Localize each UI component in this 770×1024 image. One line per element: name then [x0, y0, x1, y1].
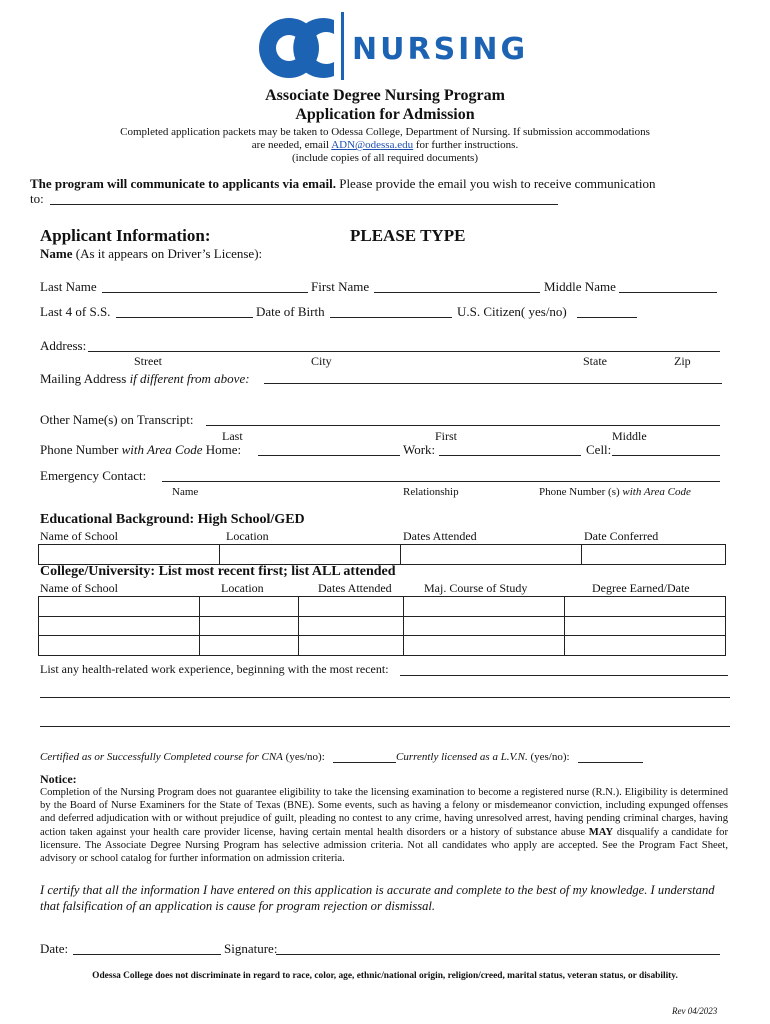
- col-col-major: Maj. Course of Study: [424, 581, 528, 595]
- other-names-input[interactable]: [208, 412, 718, 426]
- college-cell-input[interactable]: [200, 597, 302, 615]
- address-input[interactable]: [90, 338, 718, 352]
- email-to-label: to:: [30, 191, 44, 206]
- college-heading: College/University: List most recent first; list ALL attended: [40, 564, 396, 579]
- other-middle-sublabel: Middle: [612, 429, 647, 443]
- college-table: [38, 596, 726, 656]
- table-row: [39, 636, 726, 656]
- first-name-input[interactable]: [376, 279, 538, 293]
- notice-heading: Notice:: [40, 772, 77, 786]
- notice-may: MAY: [588, 826, 614, 838]
- college-cell-input[interactable]: [39, 617, 203, 635]
- hs-location-input[interactable]: [220, 545, 404, 564]
- please-type-heading: PLEASE TYPE: [350, 226, 466, 245]
- other-last-sublabel: Last: [222, 429, 243, 443]
- em-phone-sublabel: [539, 486, 691, 498]
- mailing-address-label: [40, 371, 250, 387]
- em-phone-pre: Phone Number (s): [539, 486, 623, 498]
- hs-col-location: Location: [226, 529, 269, 543]
- experience-input-1[interactable]: [402, 662, 726, 676]
- name-note: (As it appears on Driver’s License):: [72, 246, 263, 261]
- lvn-label-italic: Currently licensed as a L.V.N.: [396, 751, 528, 763]
- email-notice: [30, 176, 730, 192]
- revision-date: Rev 04/2023: [672, 1006, 718, 1016]
- mailing-pre: Mailing Address: [40, 371, 130, 386]
- last-name-label: Last Name: [40, 279, 97, 294]
- state-sublabel: State: [583, 354, 607, 368]
- dob-input[interactable]: [332, 304, 450, 318]
- date-input[interactable]: [75, 941, 219, 955]
- emergency-contact-label: Emergency Contact:: [40, 468, 147, 483]
- ssn-last4-label: Last 4 of S.S.: [40, 304, 111, 319]
- hs-name-input[interactable]: [39, 545, 223, 564]
- email-input[interactable]: [52, 191, 556, 205]
- city-sublabel: City: [311, 354, 332, 368]
- zip-sublabel: Zip: [674, 354, 691, 368]
- citizen-label: U.S. Citizen( yes/no): [457, 304, 567, 319]
- nondiscrimination-statement: Odessa College does not discriminate in regard to race, color, age, ethnic/national origin, religion/creed, marital status, veteran status, or disability.: [92, 971, 678, 981]
- email-notice-rest: Please provide the email you wish to receive communication: [335, 176, 656, 191]
- phone-italic: with Area Code: [121, 442, 203, 457]
- form-title: Associate Degree Nursing Program: [265, 87, 505, 104]
- notice-paragraph: [40, 786, 728, 865]
- other-first-sublabel: First: [435, 429, 458, 443]
- college-cell-input[interactable]: [200, 617, 302, 635]
- intro-line-2: [0, 139, 770, 151]
- table-row: [39, 545, 726, 565]
- phone-pre: Phone Number: [40, 442, 122, 457]
- experience-label: List any health-related work experience, beginning with the most recent:: [40, 662, 389, 676]
- college-cell-input[interactable]: [565, 617, 729, 635]
- hs-col-name: Name of School: [40, 529, 118, 543]
- last-name-input[interactable]: [104, 279, 306, 293]
- college-cell-input[interactable]: [565, 597, 729, 615]
- em-phone-italic: with Area Code: [622, 486, 691, 498]
- hs-col-conferred: Date Conferred: [584, 529, 659, 543]
- intro-line-3: (include copies of all required documents): [291, 152, 479, 164]
- adn-email-link[interactable]: ADN@odessa.edu: [331, 139, 414, 151]
- college-cell-input[interactable]: [39, 597, 203, 615]
- hs-heading: Educational Background: High School/GED: [40, 512, 305, 527]
- phone-work-input[interactable]: [441, 442, 579, 456]
- cna-label-italic: Certified as or Successfully Completed course for CNA: [40, 751, 283, 763]
- emergency-contact-input[interactable]: [164, 468, 718, 482]
- intro-line-1: Completed application packets may be taken to Odessa College, Department of Nursing. If submission accommodations: [120, 126, 650, 138]
- mailing-italic: if different from above:: [129, 371, 250, 386]
- college-cell-input[interactable]: [299, 597, 407, 615]
- table-row: [39, 616, 726, 636]
- phone-home-input[interactable]: [260, 442, 398, 456]
- em-name-sublabel: Name: [172, 486, 199, 498]
- name-instruction: [40, 246, 262, 262]
- name-label: Name: [40, 246, 73, 261]
- lvn-yn: (yes/no):: [527, 751, 570, 763]
- experience-input-3[interactable]: [42, 713, 728, 727]
- college-cell-input[interactable]: [404, 617, 568, 635]
- logo-nursing-text: NURSING: [352, 32, 529, 67]
- notice-text-2: disqualify a candidate for licensure. The Associate Degree Nursing Program has selective admission criteria. Not all candidates who apply are accepted. See the Program Fact Sheet, advisory or school catalog for further information on admission criteria.: [40, 826, 728, 865]
- cna-yn: (yes/no):: [282, 751, 325, 763]
- certification-statement: I certify that all the information I have entered on this application is accurate and complete to the best of my knowledge. I understand that falsification of an application is cause for program rejection or dismissal.: [40, 883, 715, 913]
- dob-label: Date of Birth: [256, 304, 325, 319]
- intro-line-2-pre: are needed, email: [251, 139, 332, 151]
- first-name-label: First Name: [311, 279, 370, 294]
- phone-cell-input[interactable]: [614, 442, 718, 456]
- phone-cell-label: Cell:: [586, 442, 612, 457]
- street-sublabel: Street: [134, 354, 162, 368]
- ssn-last4-input[interactable]: [118, 304, 251, 318]
- phone-work-label: Work:: [403, 442, 436, 457]
- college-cell-input[interactable]: [404, 597, 568, 615]
- middle-name-label: Middle Name: [544, 279, 616, 294]
- notice-text-1: Completion of the Nursing Program does not guarantee eligibility to take the licensing examination to become a registered nurse (R.N.). Eligibility is determined by the Board of Nurse Examiners for the State of Texas (BNE). Some events, such as having a felony or misdemeanor conviction, including expunged offenses and deferred adjudication with or without prejudice of guilt, pleading no contest to any crime, having unresolved arrest, having pending criminal charges, having action taken against your health care provider license, having certain mental health disorders or a history of substance abuse: [40, 787, 728, 838]
- experience-input-2[interactable]: [42, 684, 728, 698]
- college-cell-input[interactable]: [565, 636, 729, 654]
- signature-label: Signature:: [224, 941, 278, 956]
- email-notice-bold: The program will communicate to applicants via email.: [30, 176, 336, 191]
- college-cell-input[interactable]: [299, 636, 407, 654]
- hs-col-dates: Dates Attended: [403, 529, 477, 543]
- hs-conferred-input[interactable]: [582, 545, 729, 564]
- college-cell-input[interactable]: [299, 617, 407, 635]
- col-col-degree: Degree Earned/Date: [592, 581, 690, 595]
- address-label: Address:: [40, 338, 87, 353]
- college-cell-input[interactable]: [39, 636, 203, 654]
- middle-name-input[interactable]: [621, 279, 715, 293]
- odessa-college-nursing-logo: [256, 10, 529, 82]
- form-subtitle: Application for Admission: [295, 106, 475, 123]
- col-col-location: Location: [221, 581, 264, 595]
- signature-input[interactable]: [278, 941, 718, 955]
- applicant-info-heading: Applicant Information:: [40, 226, 211, 245]
- college-cell-input[interactable]: [404, 636, 568, 654]
- college-cell-input[interactable]: [200, 636, 302, 654]
- lvn-label: [396, 751, 570, 763]
- hs-dates-input[interactable]: [401, 545, 585, 564]
- hs-table: [38, 544, 726, 565]
- mailing-address-input[interactable]: [266, 370, 720, 384]
- table-row: [39, 597, 726, 617]
- citizen-input[interactable]: [579, 304, 635, 318]
- date-label: Date:: [40, 941, 69, 956]
- phone-home-label: Home:: [202, 442, 242, 457]
- col-col-dates: Dates Attended: [318, 581, 392, 595]
- phone-label: [40, 442, 241, 458]
- cna-label: [40, 751, 325, 763]
- cna-input[interactable]: [335, 749, 394, 763]
- em-relationship-sublabel: Relationship: [403, 486, 459, 498]
- other-names-label: Other Name(s) on Transcript:: [40, 412, 194, 427]
- col-col-name: Name of School: [40, 581, 118, 595]
- lvn-input[interactable]: [580, 749, 641, 763]
- intro-line-2-post: for further instructions.: [413, 139, 519, 151]
